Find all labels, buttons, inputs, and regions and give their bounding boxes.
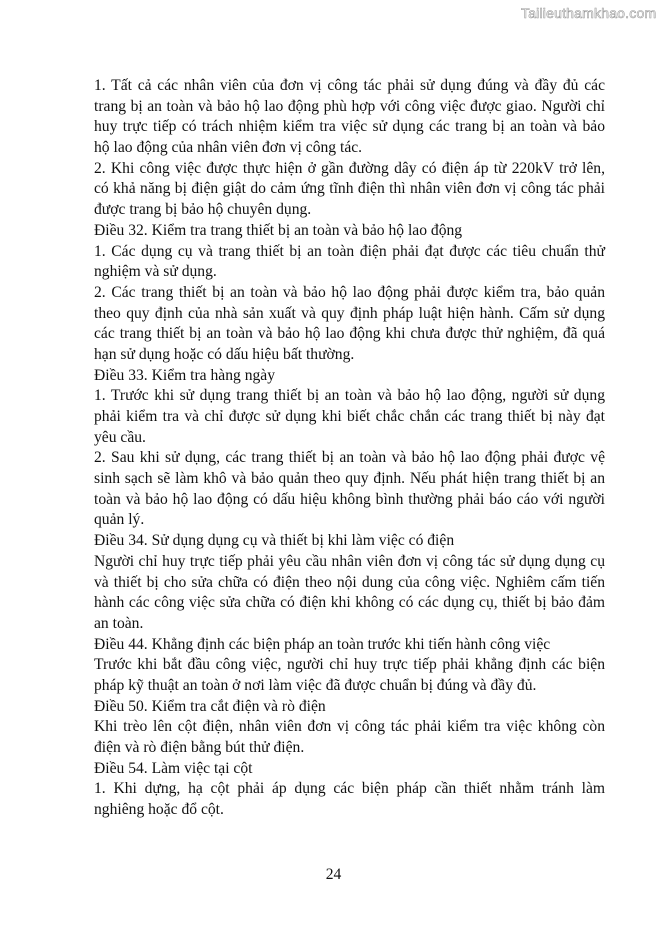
text-line: an toàn.	[94, 614, 144, 632]
text-line: Trước khi bắt đầu công việc, người chỉ huy trực tiếp phải khẳng định các biện	[94, 656, 605, 674]
text-line: toàn và bảo hộ lao động có dấu hiệu không bình thường phải báo cáo với người	[94, 490, 605, 508]
text-line: hộ lao động của nhân viên đơn vị công tác.	[94, 139, 363, 157]
text-line: có khả năng bị điện giật do cảm ứng tĩnh điện thì nhân viên đơn vị công tác phải	[94, 180, 605, 198]
text-line: pháp kỹ thuật an toàn ở nơi làm việc đã được chuẩn bị đúng và đầy đủ.	[94, 676, 537, 694]
text-line: 2. Các trang thiết bị an toàn và bảo hộ lao động phải được kiểm tra, bảo quản	[94, 283, 605, 301]
text-line: 1. Khi dựng, hạ cột phải áp dụng các biện pháp cần thiết nhằm tránh làm	[94, 780, 605, 798]
text-line: hành các công việc sửa chữa có điện khi không có các dụng cụ, thiết bị bảo đảm	[94, 594, 605, 612]
text-line: Khi trèo lên cột điện, nhân viên đơn vị công tác phải kiểm tra việc không còn	[94, 718, 605, 736]
text-line: 1. Các dụng cụ và trang thiết bị an toàn điện phải đạt được các tiêu chuẩn thử	[94, 242, 605, 260]
article-heading: Điều 32. Kiểm tra trang thiết bị an toàn và bảo hộ lao động	[94, 221, 463, 239]
text-line: Người chỉ huy trực tiếp phải yêu cầu nhân viên đơn vị công tác sử dụng dụng cụ	[94, 552, 605, 570]
text-line: quản lý.	[94, 511, 145, 529]
text-line: sinh sạch sẽ làm khô và bảo quản theo quy định. Nếu phát hiện trang thiết bị an	[94, 470, 605, 488]
article-heading: Điều 33. Kiểm tra hàng ngày	[94, 366, 276, 384]
text-line: phải kiểm tra và chỉ được sử dụng khi biết chắc chắn các trang thiết bị này đạt	[94, 408, 605, 425]
text-line: nghiệm và sử dụng.	[94, 263, 217, 281]
article-heading: Điều 50. Kiểm tra cắt điện và rò điện	[94, 697, 326, 715]
text-line: được trang bị bảo hộ chuyên dụng.	[94, 201, 312, 219]
document-body	[94, 76, 605, 821]
text-line: điện và rò điện bằng bút thử điện.	[94, 739, 305, 756]
article-heading: Điều 54. Làm việc tại cột	[94, 759, 253, 777]
text-line: 2. Sau khi sử dụng, các trang thiết bị an toàn và bảo hộ lao động phải được vệ	[94, 449, 605, 467]
article-heading: Điều 34. Sử dụng dụng cụ và thiết bị khi làm việc có điện	[94, 532, 455, 550]
page-number: 24	[325, 866, 342, 883]
text-line: trang bị an toàn và bảo hộ lao động phù hợp với công việc được giao. Người chỉ	[94, 97, 605, 115]
text-line: và thiết bị cho sửa chữa có điện theo nội dung của công việc. Nghiêm cấm tiến	[94, 573, 605, 591]
text-line: 1. Tất cả các nhân viên của đơn vị công tác phải sử dụng đúng và đầy đủ các	[94, 77, 605, 94]
text-line: huy trực tiếp có trách nhiệm kiểm tra việc sử dụng các trang bị an toàn và bảo	[94, 118, 605, 136]
text-line: 1. Trước khi sử dụng trang thiết bị an toàn và bảo hộ lao động, người sử dụng	[94, 387, 605, 405]
text-line: nghiêng hoặc đổ cột.	[94, 801, 224, 819]
text-line: các trang thiết bị an toàn và bảo hộ lao động khi chưa được thử nghiệm, đã quá	[94, 325, 605, 343]
article-heading: Điều 44. Khẳng định các biện pháp an toàn trước khi tiến hành công việc	[94, 635, 551, 653]
text-line: yêu cầu.	[94, 428, 146, 446]
text-line: hạn sử dụng hoặc có dấu hiệu bất thường.	[94, 345, 355, 363]
text-line: theo quy định của nhà sản xuất và quy định pháp luật hiện hành. Cấm sử dụng	[94, 304, 605, 322]
text-line: 2. Khi công việc được thực hiện ở gần đường dây có điện áp từ 220kV trở lên,	[94, 159, 605, 177]
watermark: Tailieuthamkhao.com	[521, 5, 657, 21]
